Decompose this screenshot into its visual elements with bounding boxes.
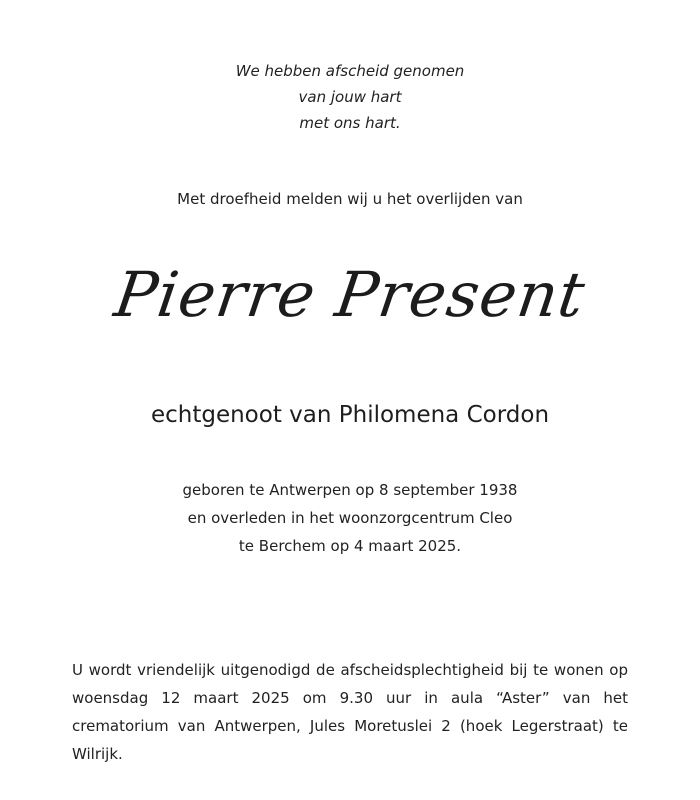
death-place-line: te Berchem op 4 maart 2025. <box>238 537 462 555</box>
spouse-line: echtgenoot van Philomena Cordon <box>150 402 550 428</box>
deceased-name: Pierre Present <box>110 258 590 331</box>
death-line: en overleden in het woonzorgcentrum Cleo <box>187 509 513 527</box>
poem-line-1: We hebben afscheid genomen <box>235 62 465 80</box>
announcement-intro: Met droefheid melden wij u het overlijden van <box>177 190 523 208</box>
life-details <box>0 476 700 560</box>
poem-line-2: van jouw hart <box>298 88 402 106</box>
poem <box>0 58 700 136</box>
birth-line: geboren te Antwerpen op 8 september 1938 <box>182 481 518 499</box>
ceremony-invitation: U wordt vriendelijk uitgenodigd de afscheidsplechtigheid bij te wonen op woensdag 12 maart 2025 om 9.30 uur in aula “Aster” van het crematorium van Antwerpen, Jules Moretuslei 2 (hoek Legerstraat) te Wilrijk. <box>72 661 628 763</box>
poem-line-3: met ons hart. <box>299 114 401 132</box>
